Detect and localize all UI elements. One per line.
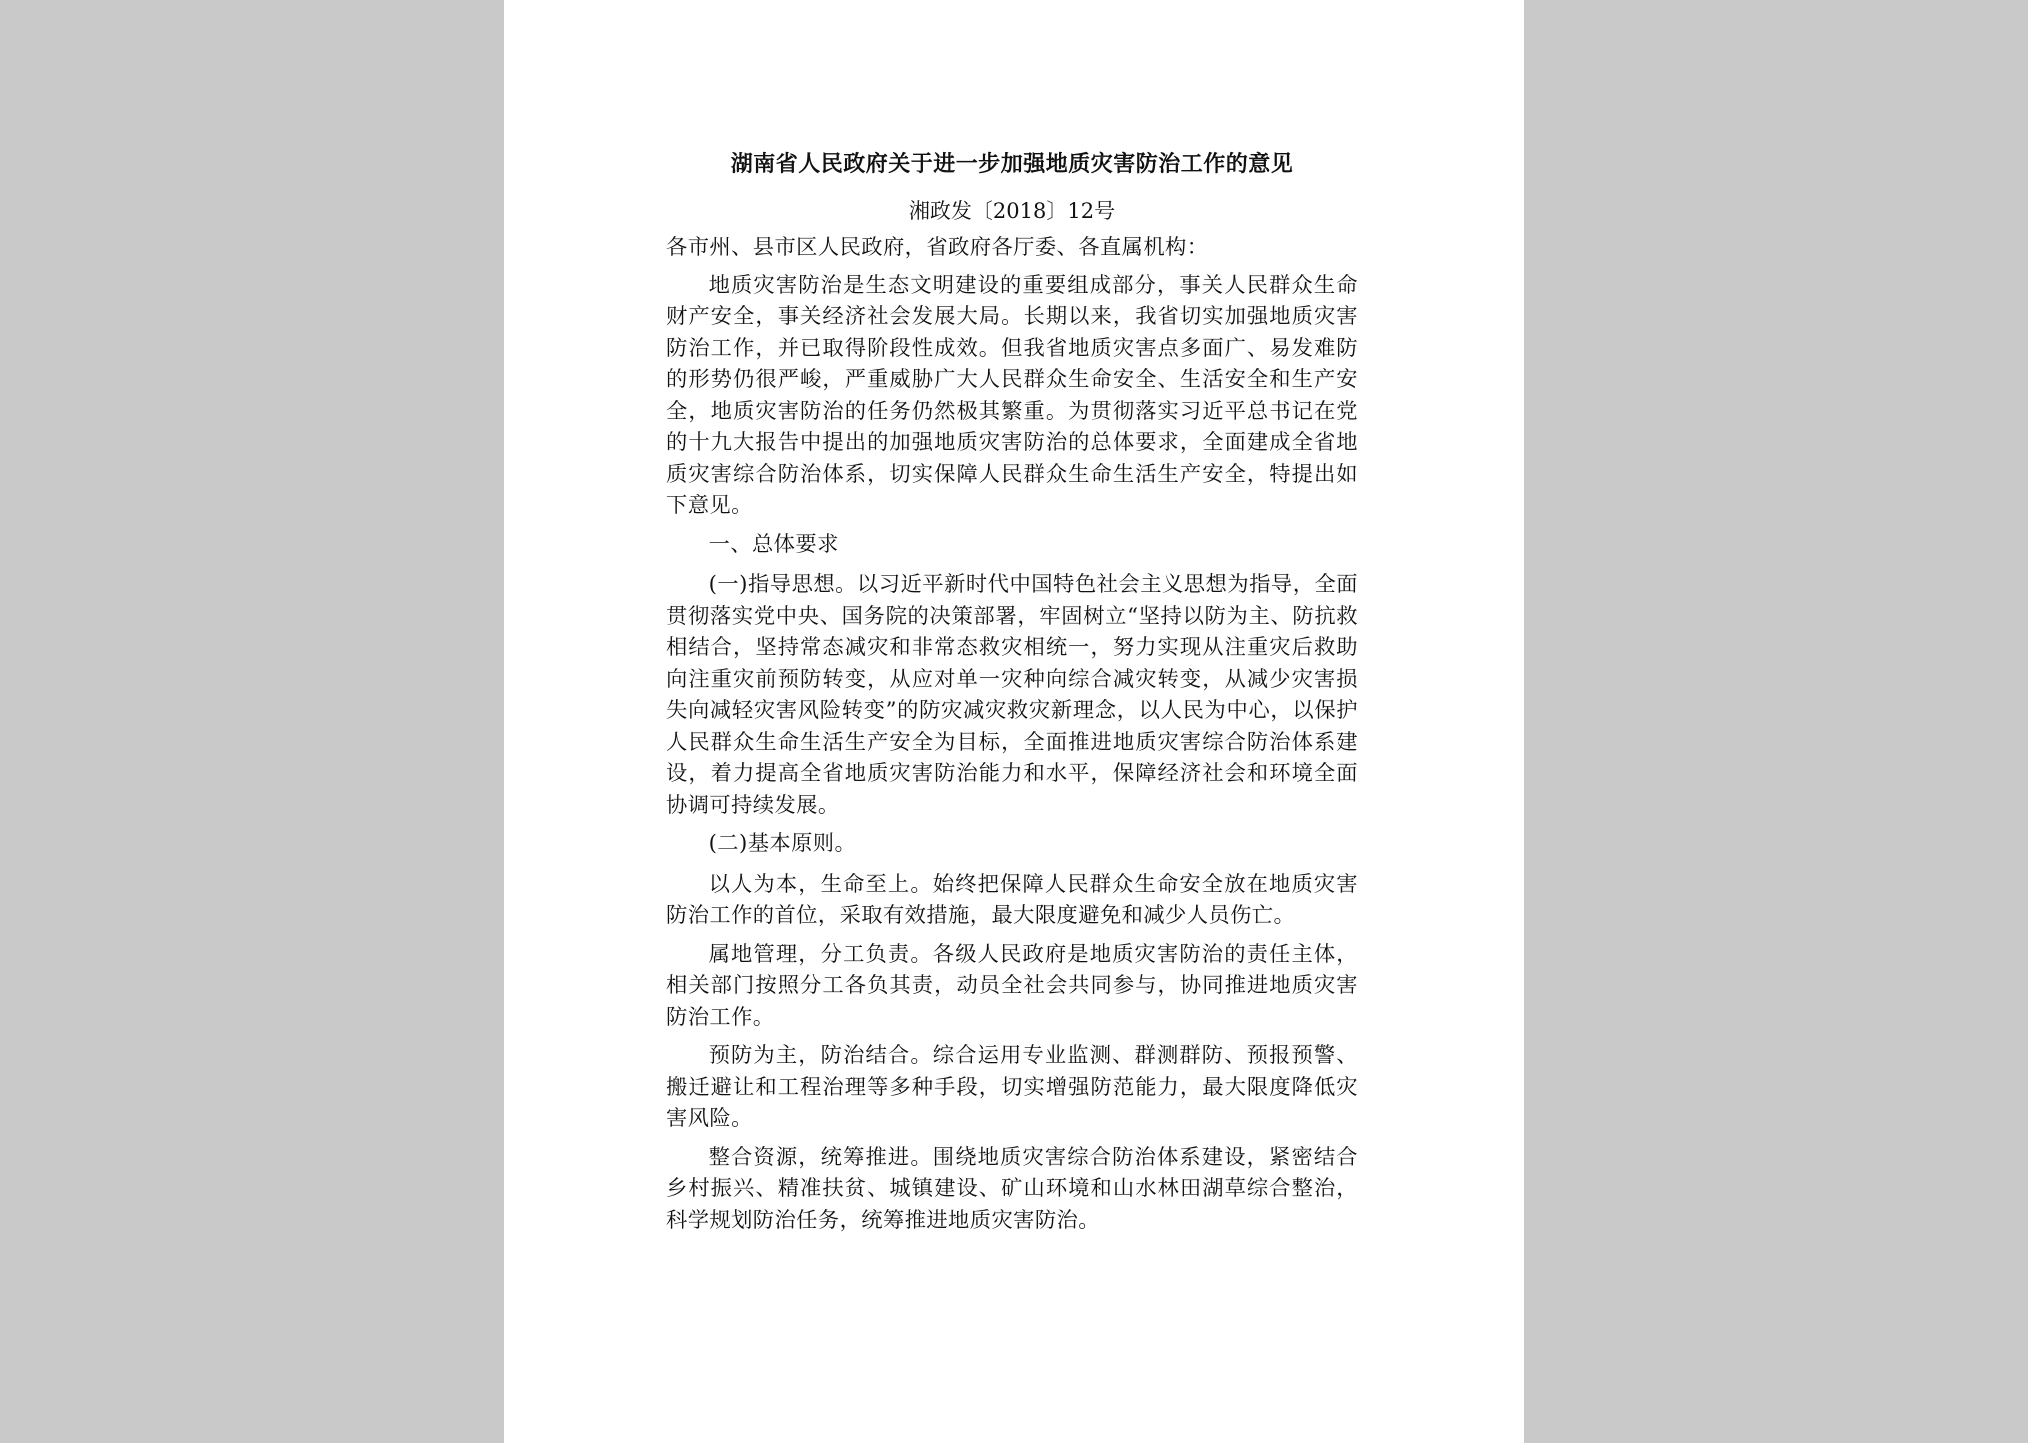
document-page <box>504 0 1524 1443</box>
document-number: 湘政发〔2018〕12号 <box>908 199 1116 223</box>
intro-paragraph: 地质灾害防治是生态文明建设的重要组成部分，事关人民群众生命财产安全，事关经济社会发展大局。长期以来，我省切实加强地质灾害防治工作，并已取得阶段性成效。但我省地质灾害点多面广、易发难防的形势仍很严峻，严重威胁广大人民群众生命安全、生活安全和生产安全，地质灾害防治的任务仍然极其繁重。为贯彻落实习近平总书记在党的十九大报告中提出的加强地质灾害防治的总体要求，全面建成全省地质灾害综合防治体系，切实保障人民群众生命生活生产安全，特提出如下意见。 <box>666 272 1358 518</box>
salutation: 各市州、县市区人民政府，省政府各厅委、各直属机构： <box>666 235 1209 260</box>
section-heading-general-requirements: 一、总体要求 <box>708 531 839 557</box>
guiding-thought-paragraph: (一)指导思想。以习近平新时代中国特色社会主义思想为指导，全面贯彻落实党中央、国务院的决策部署，牢固树立“坚持以防为主、防抗救相结合，坚持常态减灾和非常态救灾相统一，努力实现从注重灾后救助向注重灾前预防转变，从应对单一灾种向综合减灾转变，从减少灾害损失向减轻灾害风险转变”的防灾减灾救灾新理念，以人民为中心，以保护人民群众生命生活生产安全为目标，全面推进地质灾害综合防治体系建设，着力提高全省地质灾害防治能力和水平，保障经济社会和环境全面协调可持续发展。 <box>666 572 1358 818</box>
document-title: 湖南省人民政府关于进一步加强地质灾害防治工作的意见 <box>730 152 1294 177</box>
basic-principles-heading: (二)基本原则。 <box>708 831 857 856</box>
principle-paragraph: 预防为主，防治结合。综合运用专业监测、群测群防、预报预警、搬迁避让和工程治理等多种手段，切实增强防范能力，最大限度降低灾害风险。 <box>666 1043 1358 1131</box>
principle-paragraph: 属地管理，分工负责。各级人民政府是地质灾害防治的责任主体，相关部门按照分工各负其责，动员全社会共同参与，协同推进地质灾害防治工作。 <box>666 941 1358 1030</box>
principle-paragraph: 以人为本，生命至上。始终把保障人民群众生命安全放在地质灾害防治工作的首位，采取有效措施，最大限度避免和减少人员伤亡。 <box>666 871 1358 928</box>
principle-paragraph: 整合资源，统筹推进。围绕地质灾害综合防治体系建设，紧密结合乡村振兴、精准扶贫、城镇建设、矿山环境和山水林田湖草综合整治，科学规划防治任务，统筹推进地质灾害防治。 <box>666 1144 1358 1233</box>
